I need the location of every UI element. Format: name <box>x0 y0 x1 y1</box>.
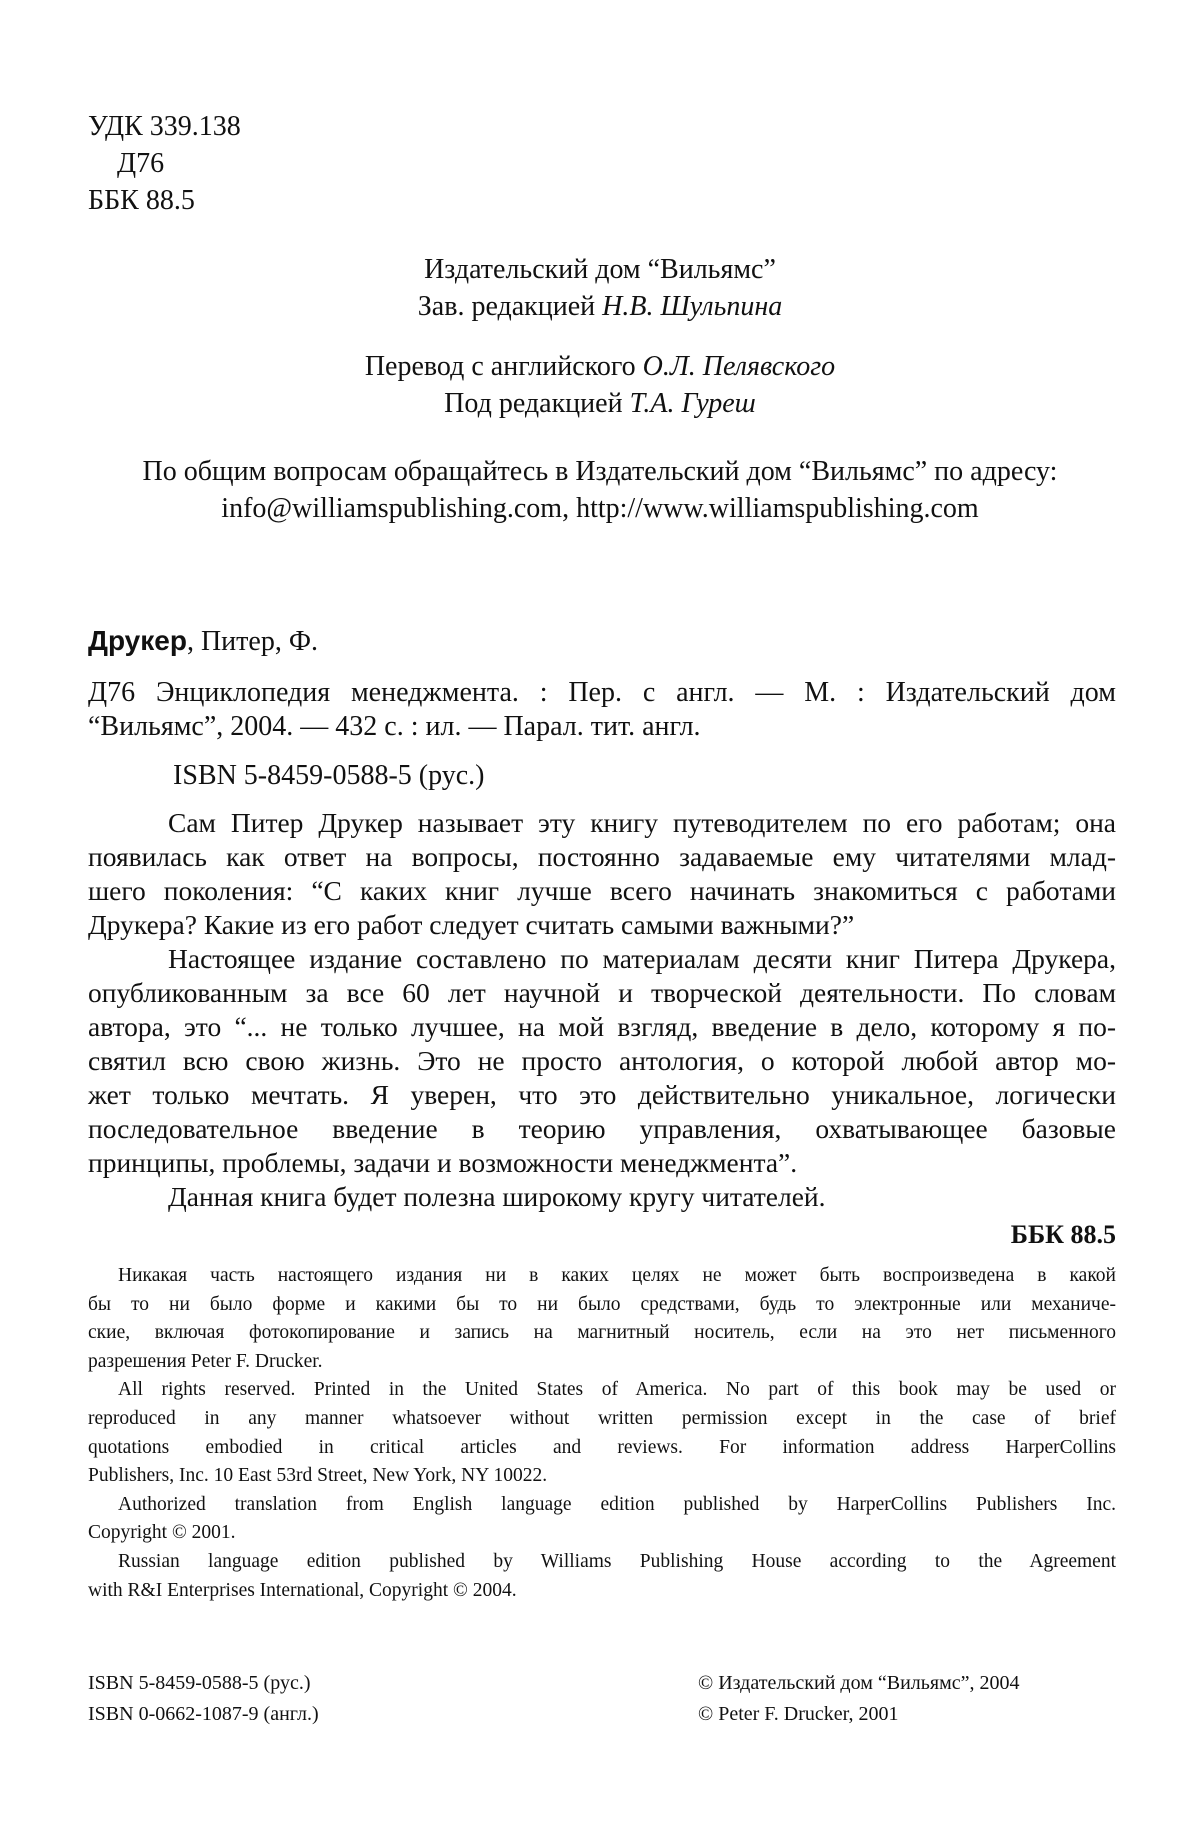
abstract-line: принципы, проблемы, задачи и возможности менеджмента”. <box>88 1147 798 1178</box>
abstract-line: Друкера? Какие из его работ следует считать самыми важными?” <box>88 909 855 940</box>
legal-line: quotations embodied in critical articles and reviews. For information address HarperCollins <box>88 1436 1116 1458</box>
editor-prefix: Под редакцией <box>444 388 630 419</box>
copyright-publisher: © Издательский дом “Вильямс”, 2004 <box>698 1672 1020 1694</box>
legal-line: All rights reserved. Printed in the United States of America. No part of this book may be used or <box>118 1379 1116 1401</box>
bbk-code-right: ББК 88.5 <box>1010 1220 1116 1249</box>
legal-line: Russian language edition published by Williams Publishing House according to the Agreement <box>118 1550 1116 1572</box>
contact-links[interactable]: info@williamspublishing.com, http://www.williamspublishing.com <box>221 493 979 524</box>
legal-line: ские, включая фотокопирование и запись на магнитный носитель, если на это нет письменного <box>88 1322 1116 1344</box>
translator-name: О.Л. Пелявского <box>642 351 836 382</box>
legal-line: Copyright © 2001. <box>88 1522 236 1544</box>
author-mark: Д76 <box>117 148 165 179</box>
abstract-line: Настоящее издание составлено по материалам десяти книг Питера Друкера, <box>168 943 1116 974</box>
publisher-name: Издательский дом “Вильямс” <box>424 254 776 285</box>
abstract-line: Данная книга будет полезна широкому кругу читателей. <box>168 1181 826 1212</box>
isbn-english: ISBN 0-0662-1087-9 (англ.) <box>88 1703 319 1725</box>
abstract-line: последовательное введение в теорию управления, охватывающее базовые <box>88 1113 1116 1144</box>
bibliographic-record <box>88 676 1116 744</box>
legal-notice <box>88 1262 1116 1605</box>
editor-in-chief-name: Н.В. Шульпина <box>602 291 783 322</box>
legal-line: Publishers, Inc. 10 East 53rd Street, New York, NY 10022. <box>88 1465 548 1487</box>
abstract-line: опубликованным за все 60 лет научной и творческой деятельности. По словам <box>88 977 1116 1008</box>
classification-block <box>88 108 241 219</box>
udk-code: УДК 339.138 <box>88 111 241 142</box>
copyright-author: © Peter F. Drucker, 2001 <box>698 1703 899 1725</box>
legal-line: reproduced in any manner whatsoever without written permission except in the case of brief <box>88 1407 1116 1429</box>
footer-isbn-column <box>88 1668 319 1730</box>
translation-block <box>0 348 1200 422</box>
abstract-line: Сам Питер Друкер называет эту книгу путеводителем по его работам; она <box>168 807 1116 838</box>
author-surname: Друкер <box>88 625 187 656</box>
abstract-line: шего поколения: “С каких книг лучше всего начинать знакомиться с работами <box>88 875 1116 906</box>
editor-in-chief <box>0 288 1200 325</box>
biblio-line: Д76 Энциклопедия менеджмента. : Пер. с англ. — М. : Издательский дом <box>88 677 1116 708</box>
bbk-code: ББК 88.5 <box>88 185 195 216</box>
abstract-line: автора, это “... не только лучшее, на мой взгляд, введение в дело, которому я по- <box>88 1011 1116 1042</box>
translator-line <box>0 348 1200 385</box>
publisher-block <box>0 251 1200 325</box>
translator-prefix: Перевод с английского <box>364 351 643 382</box>
isbn-russian: ISBN 5-8459-0588-5 (рус.) <box>88 1672 311 1694</box>
editor-in-chief-prefix: Зав. редакцией <box>417 291 603 322</box>
abstract-line: появилась как ответ на вопросы, постоянно задаваемые ему читателями млад- <box>88 841 1116 872</box>
contact-block <box>0 453 1200 527</box>
contact-line: По общим вопросам обращайтесь в Издательский дом “Вильямс” по адресу: <box>142 456 1058 487</box>
abstract-line: жет только мечтать. Я уверен, что это действительно уникальное, логически <box>88 1079 1116 1110</box>
editor-name: Т.А. Гуреш <box>629 388 756 419</box>
footer-copyright-column <box>698 1668 1020 1730</box>
abstract-line: святил всю свою жизнь. Это не просто антология, о которой любой автор мо- <box>88 1045 1116 1076</box>
legal-line: with R&I Enterprises International, Copyright © 2004. <box>88 1579 517 1601</box>
abstract <box>88 806 1116 1214</box>
legal-line: бы то ни было форме и какими бы то ни было средствами, будь то электронные или механиче- <box>88 1293 1116 1315</box>
isbn-record: ISBN 5-8459-0588-5 (рус.) <box>173 760 485 791</box>
author-heading <box>88 622 318 660</box>
biblio-line: “Вильямс”, 2004. — 432 с. : ил. — Парал. тит. англ. <box>88 711 701 742</box>
legal-line: Authorized translation from English language edition published by HarperCollins Publishers Inc. <box>118 1493 1116 1515</box>
author-given-names: , Питер, Ф. <box>186 626 318 657</box>
legal-line: разрешения Peter F. Drucker. <box>88 1350 323 1372</box>
editor-line <box>0 385 1200 422</box>
legal-line: Никакая часть настоящего издания ни в каких целях не может быть воспроизведена в какой <box>118 1265 1116 1286</box>
